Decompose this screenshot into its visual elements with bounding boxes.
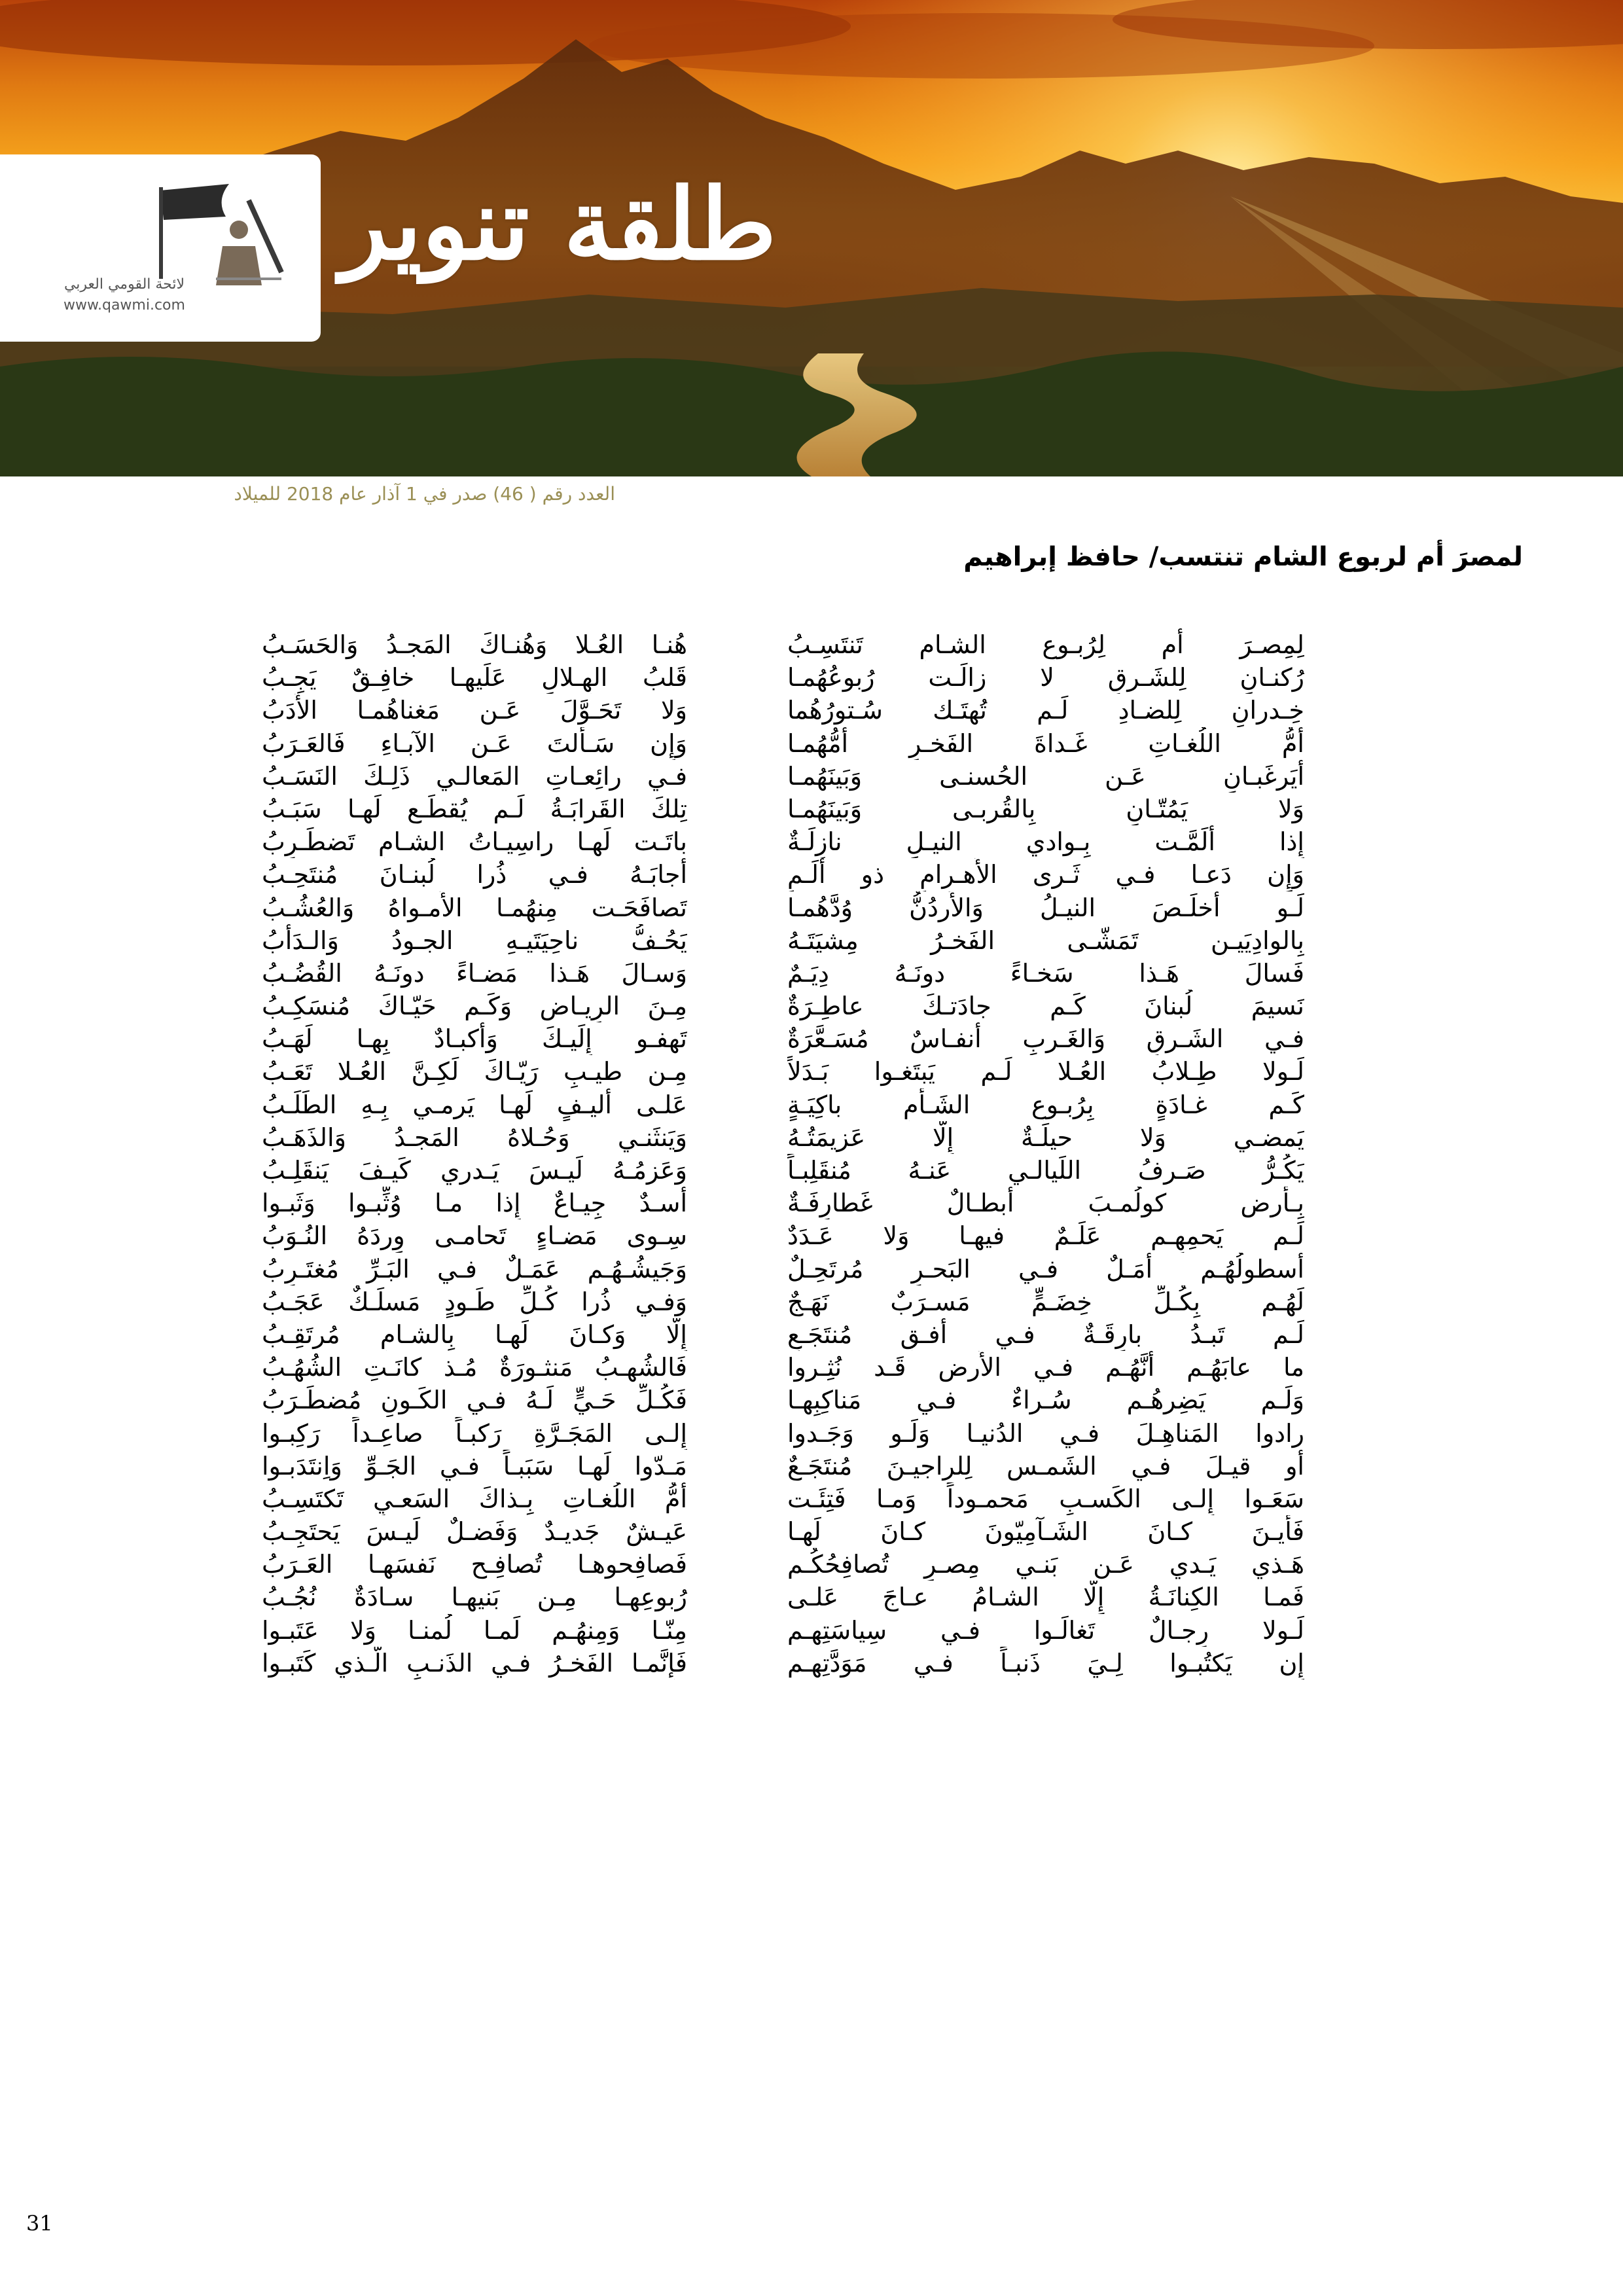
verse-line: هُنـا العُـلا وَهُنـاكَ المَجـدُ وَالحَسَـبُ: [262, 630, 687, 659]
logo-panel: [0, 154, 321, 342]
verse-line: قَلبُ الهِـلالِ عَلَيهـا خافِـقٌ يَجِـبُ: [262, 663, 687, 692]
verse-line: باتَـت لَهـا راسِيـاتُ الشـامِ تَضطَـرِبُ: [262, 827, 687, 857]
verse-line: أُمُّ اللُغـاتِ بِـذاكَ السَعـيِ تَكتَسِـبُ: [262, 1484, 687, 1513]
verse-line: يَمضـي وَلا حيلَـةٌ إِلّا عَزيمَتُـهُ: [787, 1122, 1304, 1152]
verse-line: فَإِنَّمـا الفَخـرُ فـي الذَنـبِ الَّـذي كَتَبـوا: [262, 1648, 687, 1677]
verse-line: وَلا تَحَـوَّلَ عَـن مَغناهُمـا الأَدَبُ: [262, 696, 687, 725]
poem-second-hemistichs-column: [262, 628, 687, 1679]
verse-line: لَـولا رِجـالٌ تَغالَـوا فـي سِياسَتِهِـم: [787, 1615, 1304, 1645]
poem-first-hemistichs-column: [787, 628, 1304, 1679]
verse-line: لَـو أَخلَـصَ النيـلُ وَالأُردُنُّ وُدَّهُمـا: [787, 893, 1304, 922]
verse-line: إِن يَكتُبـوا لِـيَ ذَنبـاً فـي مَوَدَّتِهِـم: [787, 1648, 1304, 1677]
verse-line: فَسالَ هَـذا سَخـاءً دونَـهُ دِيَـمٌ: [787, 958, 1304, 988]
verse-line: كَـم غـادَةٍ بِرُبـوعِ الشَـأمِ باكِيَـةٍ: [787, 1090, 1304, 1119]
verse-line: تِلكَ القَرابَـةُ لَـم يُقطَـع لَهـا سَبَـبُ: [262, 794, 687, 823]
issue-info: العدد رقم ( 46) صدر في 1 آذار عام 2018 للميلاد: [234, 483, 615, 505]
poem-title: لمصرَ أم لربوع الشام تنتسب/ حافظ إبراهيم: [963, 542, 1523, 572]
verse-line: فَأَيـنَ كـانَ الشَـآمِيّونَ كـانَ لَهـا: [787, 1517, 1304, 1547]
verse-line: مِـن طيـبِ رَيّـاكَ لَكِـنَّ العُـلا تَعَـبُ: [262, 1057, 687, 1086]
verse-line: لَـم تَبـدُ بارِقَـةٌ فـي أُفـقِ مُنتَجَـعٍ: [787, 1319, 1304, 1349]
verse-line: وَفـي ذُرا كُـلِّ طَـودٍ مَسلَـكٌ عَجَـبُ: [262, 1287, 687, 1316]
verse-line: فَكُـلِّ حَـيٍّ لَـهُ فـي الكَـونِ مُضطَـرَبُ: [262, 1386, 687, 1415]
verse-line: تَصافَحَـت مِنهُمـا الأَمـواهُ وَالعُشُـبُ: [262, 893, 687, 922]
verse-line: لَـولا طِـلابُ العُـلا لَـم يَبتَغـوا بَـدَلاً: [787, 1057, 1304, 1086]
verse-line: أَجابَـهُ فـي ذُرا لُبنـانَ مُنتَحِـبُ: [262, 860, 687, 889]
verse-line: يَحُـفُّ ناحِيَتَيـهِ الجـودُ وَالـدَأَبُ: [262, 925, 687, 955]
verse-line: نَسيمَ لُبنانَ كَـم جادَتـكَ عاطِـرَةٌ: [787, 992, 1304, 1021]
verse-line: أُسـدٌ جِيـاعٌ إِذا مـا وُثِّبـوا وَثَبـوا: [262, 1189, 687, 1218]
verse-line: تَهفـو إِلَيـكَ وَأَكبـادٌ بِهـا لَهَـبُ: [262, 1024, 687, 1054]
header-banner: [0, 0, 1623, 476]
verse-line: عَلـى أَليـفٍ لَهـا يَرمـي بِـهِ الطَلَـبُ: [262, 1090, 687, 1119]
verse-line: وَإِن دَعـا فـي ثَـرى الأَهـرامِ ذو أَلَـمٍ: [787, 860, 1304, 889]
verse-line: هَـذي يَـدي عَـن بَنـي مِصـرٍ تُصافِحُكُـم: [787, 1550, 1304, 1579]
verse-line: رُبوعِهـا مِـن بَنيهـا سـادَةٌ نُجُـبُ: [262, 1583, 687, 1612]
verse-line: وَلا يَمُتّـانِ بِالقُربـى وَبَينَهُمـا: [787, 794, 1304, 823]
verse-line: وَسـالَ هَـذا مَضـاءً دونَـهُ القُضُـبُ: [262, 958, 687, 988]
verse-line: فَالشُهـبُ مَنثـورَةٌ مُـذ كانَـتِ الشُهُـبُ: [262, 1353, 687, 1382]
verse-line: أُسطولُهُـم أَمَـلٌ فـي البَحـرِ مُرتَحِـلٌ: [787, 1254, 1304, 1283]
verse-line: فَصافِحوهـا تُصافِـح نَفسَهـا العَـرَبُ: [262, 1550, 687, 1579]
verse-line: خِـدرانِ لِلضـادِ لَـم تُهتَـك سُـتورُهُما: [787, 696, 1304, 725]
verse-line: لِمِصـرَ أَم لِرُبـوعِ الشـامِ تَنتَسِـبُ: [787, 630, 1304, 659]
verse-line: إِلّا وَكـانَ لَهـا بِالشـامِ مُرتَقِـبُ: [262, 1319, 687, 1349]
logo-url: www.qawmi.com: [63, 297, 185, 314]
verse-line: لَهُـم بِكُـلِّ خِضَـمٍّ مَسـرَبٌ نَهَـجٌ: [787, 1287, 1304, 1316]
verse-line: لَـم يَحمِهِـم عَلَـمٌ فيهـا وَلا عَـدَدٌ: [787, 1221, 1304, 1251]
verse-line: مِنّـا وَمِنهُـم لَمـا لُمنـا وَلا عَتَبـوا: [262, 1615, 687, 1645]
verse-line: رُكنـانِ لِلشَـرقِ لا زالَـت رُبوعُهُمـا: [787, 663, 1304, 692]
page-number: 31: [26, 2211, 53, 2236]
verse-line: مَـدّوا لَهـا سَبَبـاً فـي الجَـوِّ وَاِنتَدَبـوا: [262, 1451, 687, 1480]
verse-line: وَيَنثَنـي وَحُـلاهُ المَجـدُ وَالذَهَـبُ: [262, 1122, 687, 1152]
verse-line: رادوا المَناهِـلَ فـي الدُنيـا وَلَـو وَجَـدوا: [787, 1418, 1304, 1448]
verse-line: وَإِن سَـأَلتَ عَـنِ الآبـاءِ فَالعَـرَبُ: [262, 728, 687, 758]
verse-line: فَمـا الكِنانَـةُ إِلّا الشـامُ عـاجَ عَلـى: [787, 1583, 1304, 1612]
verse-line: بِالوادِيَيـنِ تَمَشّـى الفَخـرُ مِشيَتَـهُ: [787, 925, 1304, 955]
verse-line: أَو قيـلَ فـي الشَمـسِ لِلراجيـنَ مُنتَجَـعٌ: [787, 1451, 1304, 1480]
verse-line: سَعَـوا إِلـى الكَسـبِ مَحمـوداً وَمـا فَتِئَـت: [787, 1484, 1304, 1513]
verse-line: أُمُّ اللُغـاتِ غَـداةَ الفَخـرِ أُمُّهُمـا: [787, 728, 1304, 758]
verse-line: عَيـشٌ جَديـدٌ وَفَضـلٌ لَيـسَ يَحتَجِـبُ: [262, 1517, 687, 1547]
verse-line: أَيَرغَبـانِ عَـنِ الحُسنـى وَبَينَهُمـا: [787, 761, 1304, 791]
flag-soldier-logo-icon: [0, 154, 321, 342]
magazine-title: طلقة تنوير: [340, 167, 777, 282]
verse-line: إِذا أَلَمَّـت بِـوادي النيـلِ نازِلَـةٌ: [787, 827, 1304, 857]
verse-line: ما عابَهُـم أَنَّهُـم فـي الأَرضِ قَـد نُثِـروا: [787, 1353, 1304, 1382]
verse-line: فـي الشَـرقِ وَالغَـربِ أَنفـاسٌ مُسَـعَّرَةٌ: [787, 1024, 1304, 1054]
logo-org-name: لائحة القومي العربي: [63, 276, 185, 293]
verse-line: وَلَـم يَضِرهُـم سُـراءٌ فـي مَناكِبِهـا: [787, 1386, 1304, 1415]
verse-line: إِلـى المَجَـرَّةِ رَكبـاً صاعِـداً رَكِبـوا: [262, 1418, 687, 1448]
verse-line: وَعَزمُـهُ لَيـسَ يَـدري كَيـفَ يَنقَلِـبُ: [262, 1156, 687, 1185]
verse-line: سِـوى مَضـاءٍ تَحامـى وِردَهُ النُـوَبُ: [262, 1221, 687, 1251]
verse-line: بِـأَرضِ كولُمـبَ أَبطـالٌ غَطارِفَـةٌ: [787, 1189, 1304, 1218]
verse-line: وَجَيشُـهُـم عَمَـلٌ فـي البَـرِّ مُغتَـرِبُ: [262, 1254, 687, 1283]
verse-line: يَكُـرُّ صَـرفُ اللَيالـي عَنـهُ مُنقَلِبـاً: [787, 1156, 1304, 1185]
verse-line: فـي رائِعـاتِ المَعالـي ذَلِـكَ النَسَـبُ: [262, 761, 687, 791]
verse-line: مِـنَ الرِيـاضِ وَكَـم حَيّـاكَ مُنسَكِـبُ: [262, 992, 687, 1021]
